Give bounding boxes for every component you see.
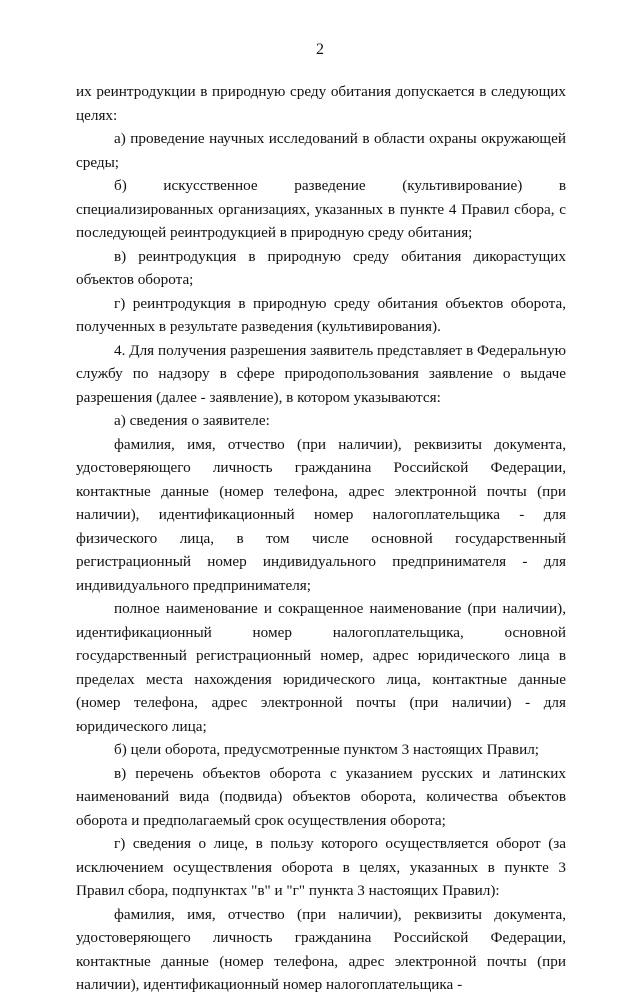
paragraph-section-4: 4. Для получения разрешения заявитель представляет в Федеральную службу по надзору в сфере природопользования заявление о выдаче разрешения (далее - заявление), в котором указываются: — [76, 341, 566, 406]
paragraph-legal-entity-details: полное наименование и сокращенное наименование (при наличии), идентификационный номер налогоплательщика, основной государственный регистрационный номер, адрес юридического лица в пределах места нахождения юридического лица, контактные данные (номер телефона, адрес электронной почты (при наличии) - для юридического лица; — [76, 600, 566, 735]
paragraph-item-g-beneficiary: г) сведения о лице, в пользу которого осуществляется оборот (за исключением осуществления оборота в целях, указанных в пункте 3 Правил сбора, подпунктах "в" и "г" пункта 3 настоящих Правил): — [76, 835, 566, 899]
paragraph-continuation: их реинтродукции в природную среду обитания допускается в следующих целях: — [76, 83, 566, 124]
paragraph-item-a-research: а) проведение научных исследований в области охраны окружающей среды; — [76, 130, 566, 171]
paragraph-beneficiary-details: фамилия, имя, отчество (при наличии), реквизиты документа, удостоверяющего личность гражданина Российской Федерации, контактные данные (номер телефона, адрес электронной почты (при наличии), идентификационный номер налогоплательщика - — [76, 905, 566, 993]
paragraph-item-v-object-list: в) перечень объектов оборота с указанием русских и латинских наименований вида (подвида) объектов оборота, количества объектов оборота и предполагаемый срок осуществления оборота; — [76, 764, 566, 829]
paragraph-item-g-reintroduction-bred: г) реинтродукция в природную среду обитания объектов оборота, полученных в результате разведения (культивирования). — [76, 294, 566, 335]
document-body — [76, 80, 566, 997]
paragraph-item-b-breeding: б) искусственное разведение (культивирование) в специализированных организациях, указанных в пункте 4 Правил сбора, с последующей реинтродукцией в природную среду обитания; — [76, 177, 566, 241]
paragraph-applicant-info: а) сведения о заявителе: — [114, 412, 270, 429]
paragraph-item-b-purposes: б) цели оборота, предусмотренные пунктом 3 настоящих Правил; — [114, 741, 540, 758]
paragraph-item-v-reintroduction-wild: в) реинтродукция в природную среду обитания дикорастущих объектов оборота; — [76, 247, 566, 288]
paragraph-individual-details: фамилия, имя, отчество (при наличии), реквизиты документа, удостоверяющего личность гражданина Российской Федерации, контактные данные (номер телефона, адрес электронной почты (при наличии), идентификационный номер налогоплательщика - для физического лица, в том числе основной государственный регистрационный номер индивидуального предпринимателя - для индивидуального предпринимателя; — [76, 435, 566, 594]
page-number: 2 — [316, 41, 324, 58]
